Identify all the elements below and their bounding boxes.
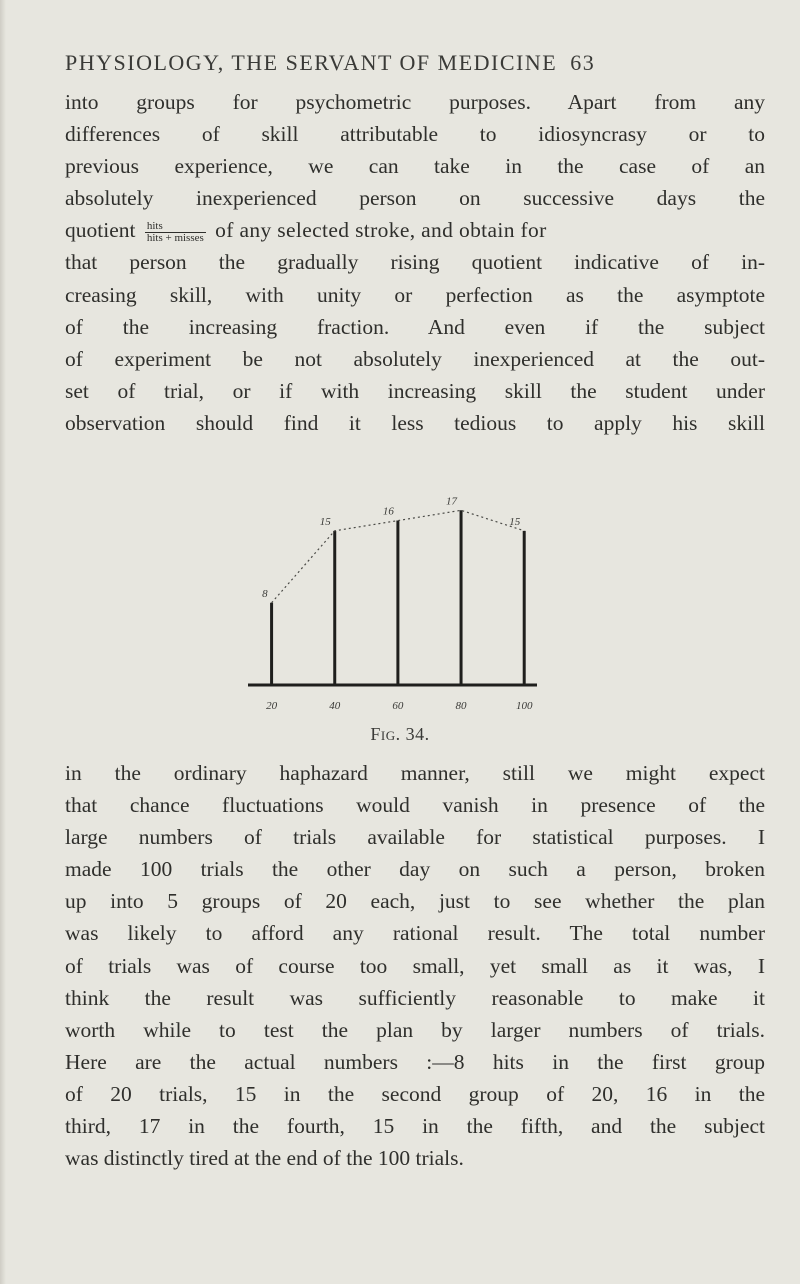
value-label-40: 15 [319, 515, 331, 528]
text-line: that chance fluctuations would vanish in presence of the [65, 793, 765, 818]
figure-caption [300, 724, 500, 745]
text-line: set of trial, or if with increasing skill the student under [65, 378, 765, 403]
value-label-60: 16 [382, 505, 394, 518]
text-line: that person the gradually rising quotient indicative of in- [65, 250, 765, 275]
fraction-denominator: hits + misses [146, 231, 204, 244]
text-line: made 100 trials the other day on such a person, broken [65, 857, 765, 882]
text-line: up into 5 groups of 20 each, just to see whether the plan [65, 889, 765, 914]
hit-ratio-fraction [145, 221, 206, 244]
chart-x-tick-labels [266, 700, 533, 712]
x-tick-label-80: 80 [455, 700, 467, 712]
value-label-100: 15 [509, 515, 521, 528]
chart-value-labels [262, 495, 521, 600]
text-line: into groups for psychometric purposes. Apart from any [65, 90, 765, 114]
text-line: worth while to test the plan by larger numbers of trials. [65, 1017, 765, 1042]
x-tick-label-40: 40 [329, 700, 341, 712]
text-line: differences of skill attributable to idiosyncrasy or to [65, 122, 765, 147]
text-line: of trials was of course too small, yet small as it was, I [65, 953, 765, 978]
running-title: PHYSIOLOGY, THE SERVANT OF MEDICINE [65, 50, 558, 75]
text-line: previous experience, we can take in the case of an [65, 154, 765, 179]
text-line: in the ordinary haphazard manner, still we might expect [65, 761, 765, 785]
caption-number: 34. [405, 724, 430, 744]
page-number: 63 [570, 50, 596, 75]
paragraph-2 [65, 757, 765, 1174]
text-line: was distinctly tired at the end of the 100 trials. [65, 1146, 464, 1171]
formula-line [65, 214, 765, 246]
running-head [65, 50, 765, 76]
text-line: was likely to afford any rational result. The total number [65, 921, 765, 946]
caption-label: Fig. [370, 724, 401, 744]
text-line: third, 17 in the fourth, 15 in the fifth, and the subject [65, 1114, 765, 1139]
text-line: absolutely inexperienced person on successive days the [65, 186, 765, 211]
text-line: Here are the actual numbers :—8 hits in the first group [65, 1049, 765, 1074]
x-tick-label-60: 60 [392, 700, 404, 712]
text-line: think the result was sufficiently reasonable to make it [65, 985, 765, 1010]
bar-chart [240, 480, 540, 720]
figure-34 [240, 480, 540, 720]
x-tick-label-100: 100 [515, 700, 533, 712]
text-line: of 20 trials, 15 in the second group of 20, 16 in the [65, 1081, 765, 1106]
paragraph-1 [65, 86, 765, 439]
formula-suffix: of any selected stroke, and obtain for [215, 218, 547, 243]
page-binding-edge [0, 0, 6, 1284]
value-label-80: 17 [446, 495, 458, 508]
text-line: observation should find it less tedious to apply his skill [65, 410, 765, 435]
text-line: of the increasing fraction. And even if the subject [65, 314, 765, 339]
text-line: large numbers of trials available for statistical purposes. I [65, 825, 765, 850]
x-tick-label-20: 20 [266, 700, 278, 712]
text-line: creasing skill, with unity or perfection as the asymptote [65, 282, 765, 307]
value-label-20: 8 [262, 587, 268, 600]
formula-prefix: quotient [65, 218, 136, 243]
chart-bars [272, 510, 525, 685]
fraction-numerator: hits [145, 221, 206, 233]
text-line: of experiment be not absolutely inexperienced at the out- [65, 346, 765, 371]
